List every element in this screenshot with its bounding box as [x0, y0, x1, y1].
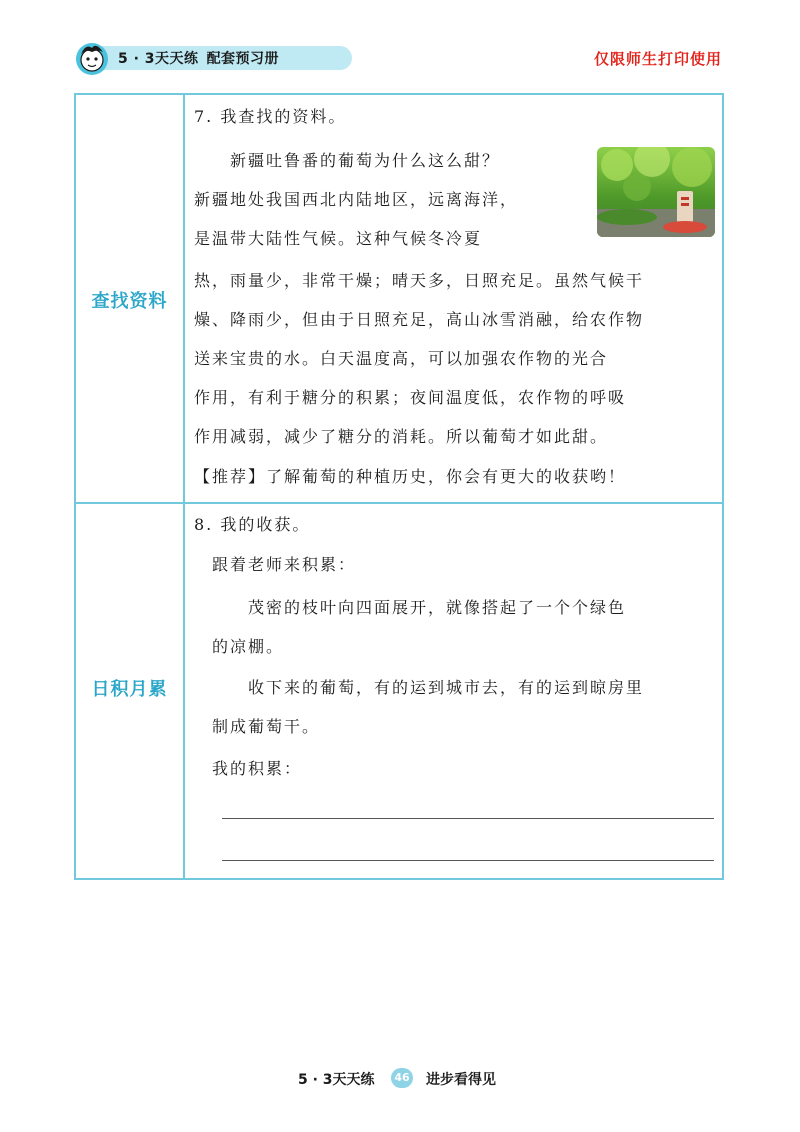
text-line: 新疆吐鲁番的葡萄为什么这么甜？	[194, 151, 501, 170]
text-line: 热，雨量少，非常干燥；晴天多，日照充足。虽然气候干	[194, 271, 645, 290]
section-label-research: 查找资料	[91, 291, 168, 312]
page-header	[74, 40, 734, 76]
text-line: 是温带大陆性气候。这种气候冬冷夏	[194, 229, 483, 248]
text-line: 制成葡萄干。	[194, 717, 321, 736]
answer-line-1[interactable]	[222, 818, 714, 819]
question-7-title: 7. 我查找的资料。	[194, 107, 347, 126]
usage-restriction-note: 仅限师生打印使用	[593, 50, 722, 68]
text-line: 新疆地处我国西北内陆地区，远离海洋，	[194, 190, 519, 209]
my-accumulation-prompt: 我的积累：	[194, 759, 303, 778]
footer-slogan: 进步看得见	[426, 1072, 496, 1088]
page-footer	[0, 1064, 800, 1094]
text-line: 的凉棚。	[194, 637, 285, 656]
text-line: 燥、降雨少，但由于日照充足，高山冰雪消融，给农作物	[194, 310, 645, 329]
text-line: 跟着老师来积累：	[194, 555, 357, 574]
text-line: 茂密的枝叶向四面展开，就像搭起了一个个绿色	[194, 598, 627, 617]
brand-title	[118, 48, 279, 68]
mascot-logo-icon	[74, 40, 114, 76]
grape-trellis-photo	[597, 147, 715, 237]
brand-subtitle: 配套预习册	[206, 51, 280, 67]
text-line: 作用减弱，减少了糖分的消耗。所以葡萄才如此甜。	[194, 427, 609, 446]
page-number: 46	[391, 1068, 413, 1088]
column-divider	[183, 95, 185, 878]
text-line: 作用，有利于糖分的积累；夜间温度低，农作物的呼吸	[194, 388, 627, 407]
answer-line-2[interactable]	[222, 860, 714, 861]
row-divider	[76, 502, 722, 504]
question-8-title: 8. 我的收获。	[194, 515, 311, 534]
worksheet-table	[74, 93, 724, 880]
text-line: 收下来的葡萄，有的运到城市去，有的运到晾房里	[194, 678, 645, 697]
text-line: 送来宝贵的水。白天温度高，可以加强农作物的光合	[194, 349, 609, 368]
recommendation-line: 【推荐】了解葡萄的种植历史，你会有更大的收获哟！	[194, 467, 627, 486]
brand-name: 5 · 3天天练	[118, 51, 199, 67]
section-label-accumulation: 日积月累	[91, 679, 168, 700]
footer-brand: 5 · 3天天练	[298, 1072, 375, 1088]
